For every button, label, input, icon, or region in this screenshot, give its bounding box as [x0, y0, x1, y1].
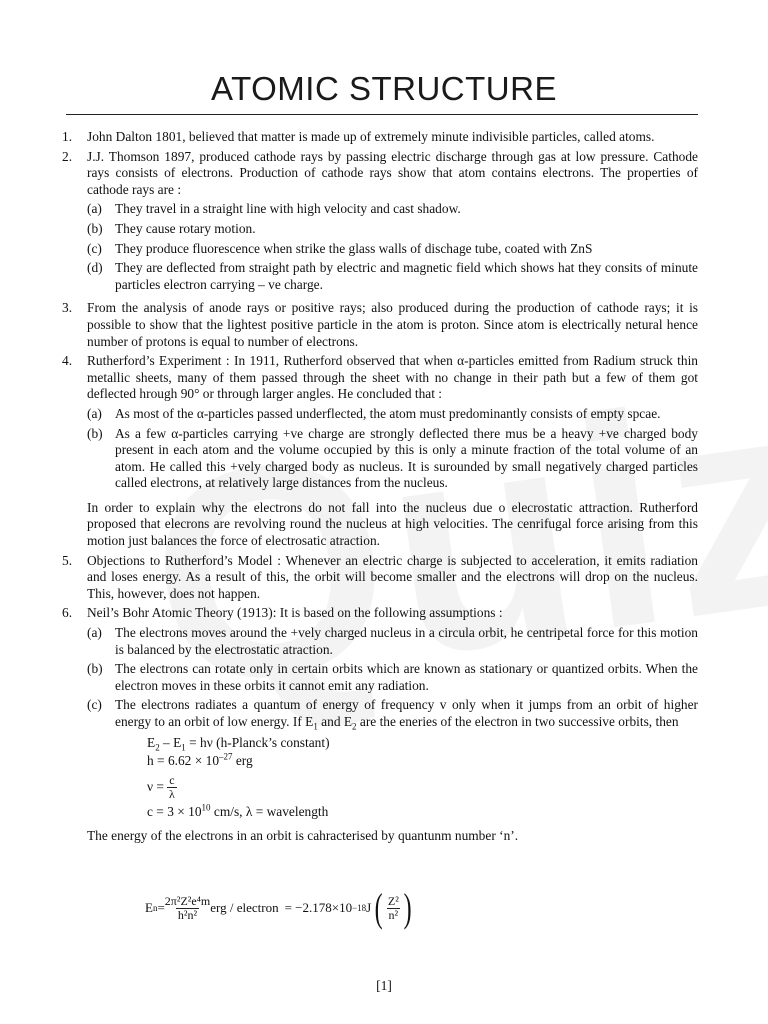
equation-planck-constant: $h = 6.62 \times 10^{-27}$ erg: [147, 751, 253, 768]
sub-label: (c): [87, 240, 102, 256]
sub-text: The electrons radiates a quantum of energy of frequency v only when it jumps from an orbit of higher energy to an orbit of low energy. If $E_1$ and $E_2$ are the eneries of the electron in two successive orbits, then: [115, 697, 698, 732]
list-item-6: [62, 605, 698, 730]
sub-label: (b): [87, 425, 103, 441]
item-number: 1.: [62, 129, 73, 144]
item-text: Objections to Rutherford’s Model : Whenever an electric charge is subjected to acceleration, it emits radiation and loses energy. As a result of this, the orbit will become smaller and the electrons will drop on the nucleus. This, however, does not happen.: [87, 552, 698, 601]
title-rule: [66, 114, 698, 115]
item-number: 5.: [62, 552, 73, 568]
sub-text: The electrons moves around the +vely charged nucleus in a circula orbit, he centripetal force for this motion is balanced by the electrostatic atraction.: [115, 625, 698, 657]
sub-text: They are deflected from straight path by electric and magnetic field which shows hat they consits of minute particles electron carrying – ve charge.: [115, 260, 698, 292]
item-number: 4.: [62, 353, 73, 369]
list-item-5: [62, 553, 698, 603]
sub-text: The electrons can rotate only in certain orbits which are known as stationary or quantized orbits. When the electron moves in these orbits it cannot emit any radiation.: [115, 661, 698, 693]
sub-label: (a): [87, 201, 102, 217]
list-item-1: [62, 129, 698, 146]
equation-energy-difference: $E_2 - E_1 = h\nu$ (h-Planck’s constant): [147, 734, 330, 753]
sub-item-d: [87, 260, 698, 293]
item-text: J.J. Thomson 1897, produced cathode rays by passing electric discharge through gas at low pressure. Cathode rays consists of electrons. Production of cathode rays show that atom contains electrons. The properties of cathode rays are :: [87, 148, 698, 197]
sub-label: (a): [87, 625, 102, 641]
item-text: Rutherford’s Experiment : In 1911, Rutherford observed that when α-particles emitted from Radium struck thin metallic sheets, many of them passed through the sheet with no change in their path but a few of them got deflected hrough 90° or through larger angles. He concluded that :: [87, 353, 698, 402]
list-item-2: [62, 149, 698, 294]
sub-item-a: [87, 201, 698, 218]
energy-paragraph: The energy of the electrons in an orbit is cahracterised by quantunm number ‘n’.: [87, 827, 519, 843]
item-text: Neil’s Bohr Atomic Theory (1913): It is based on the following assumptions :: [87, 605, 503, 621]
list-item-4: [62, 353, 698, 492]
sub-label: (b): [87, 220, 103, 236]
sub-label: (a): [87, 405, 102, 421]
rutherford-paragraph: In order to explain why the electrons do not fall into the nucleus due o elecrostatic attraction. Rutherford proposed that elecrons are revolving round the nucleus at high velocities. The cenrifugal force arising from this motion just balances the force of electrosatic atraction.: [87, 499, 698, 549]
sub-item-a: [87, 406, 698, 423]
item-number: 6.: [62, 605, 73, 621]
sub-label: (d): [87, 260, 103, 276]
list-item-3: [62, 300, 698, 350]
sub-text: They travel in a straight line with high velocity and cast shadow.: [115, 201, 461, 217]
sub-item-b: [87, 221, 698, 238]
sub-label: (c): [87, 697, 102, 713]
item-number: 3.: [62, 300, 73, 316]
item-number: 2.: [62, 148, 73, 164]
equation-frequency: ν = $\frac{c}{\lambda}$: [147, 772, 175, 801]
sub-text: They produce fluorescence when strike the glass walls of dischage tube, coated with ZnS: [115, 240, 593, 256]
sub-text: As a few α-particles carrying +ve charge are strongly deflected there mus be a heavy +ve charged body present in each atom and the volume occupied by this is only a minute fraction of the total volume of an atom. He called this +vely charged body as nucleus. It is surounded by small negatively charged particles called electrons, at relatively large distances from the nucleus.: [115, 425, 698, 491]
sub-item-b: [87, 426, 698, 492]
sub-item-c: [87, 697, 698, 730]
sub-item-b: [87, 661, 698, 694]
sub-item-a: [87, 625, 698, 658]
equation-speed-of-light: $c = 3 \times 10^{10}$ cm/s, λ = wavelength: [147, 802, 329, 819]
sub-item-c: [87, 241, 698, 258]
equation-orbit-energy: E n = $\frac{\text{2π²Z²e⁴m}}{\text{h²n²}}$ erg / electron = −2.178×10 −18 J ( $\frac{\text{Z²}}{\text{n²}}$ ): [145, 885, 412, 930]
item-text: From the analysis of anode rays or positive rays; also produced during the production of cathode rays; it is possible to show that the lightest positive particle in the atom is proton. Since atom is electrically netural hence number of protons is equal to number of electrons.: [87, 300, 698, 349]
content: [62, 129, 698, 847]
item-text: John Dalton 1801, believed that matter is made up of extremely minute indivisible particles, called atoms.: [87, 129, 655, 144]
sub-text: They cause rotary motion.: [115, 220, 256, 236]
sub-label: (b): [87, 661, 103, 677]
page-title: ATOMIC STRUCTURE: [211, 70, 557, 107]
page-number: [1]: [376, 978, 392, 993]
sub-text: As most of the α-particles passed underflected, the atom must predominantly consists of empty spcae.: [115, 405, 661, 421]
